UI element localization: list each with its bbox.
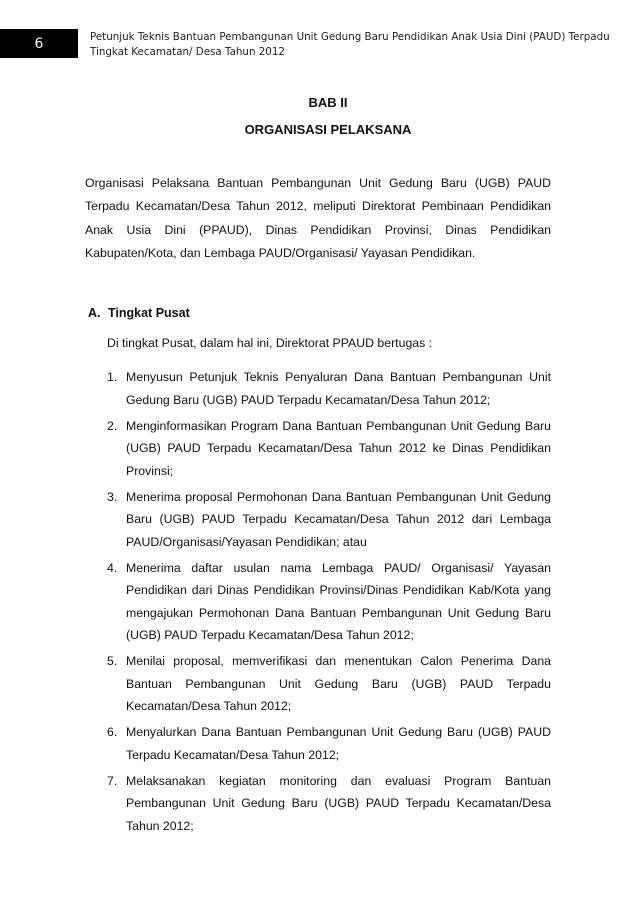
item-text: Menilai proposal, memverifikasi dan menentukan Calon Penerima Dana Bantuan Pembangunan Unit Gedung Baru (UGB) PAUD Terpadu Kecamatan/Desa Tahun 2012; xyxy=(126,654,551,713)
duty-list xyxy=(107,366,551,841)
chapter-title: ORGANISASI PELAKSANA xyxy=(244,122,412,137)
item-text: Menerima proposal Permohonan Dana Bantuan Pembangunan Unit Gedung Baru (UGB) PAUD Terpadu Kecamatan/Desa Tahun 2012 dari Lembaga PAUD/Organisasi/Yayasan Pendidikan; atau xyxy=(126,489,551,549)
page-number: 6 xyxy=(0,29,78,58)
chapter-label: BAB II xyxy=(308,95,348,110)
section-title: Tingkat Pusat xyxy=(108,306,190,320)
running-header-line-2: Tingkat Kecamatan/ Desa Tahun 2012 xyxy=(90,46,285,58)
list-item xyxy=(107,557,551,647)
item-text: Menginformasikan Program Dana Bantuan Pembangunan Unit Gedung Baru (UGB) PAUD Terpadu Kecamatan/Desa Tahun 2012 ke Dinas Pendidikan Provinsi; xyxy=(126,418,551,478)
item-text: Menerima daftar usulan nama Lembaga PAUD/ Organisasi/ Yayasan Pendidikan dari Dinas Pendidikan Provinsi/Dinas Pendidikan Kab/Kota yang mengajukan Permohonan Dana Bantuan Pembangunan Unit Gedung Baru (UGB) PAUD Terpadu Kecamatan/Desa Tahun 2012; xyxy=(126,560,551,642)
list-item xyxy=(107,721,551,766)
running-header-line-1: Petunjuk Teknis Bantuan Pembangunan Unit Gedung Baru Pendidikan Anak Usia Dini (PAUD) Terpadu xyxy=(90,31,610,43)
list-item xyxy=(107,770,551,838)
running-header xyxy=(90,30,610,60)
list-item xyxy=(107,650,551,718)
item-text: Melaksanakan kegiatan monitoring dan evaluasi Program Bantuan Pembangunan Unit Gedung Baru (UGB) PAUD Terpadu Kecamatan/Desa Tahun 2012; xyxy=(126,773,551,833)
item-text: Menyusun Petunjuk Teknis Penyaluran Dana Bantuan Pembangunan Unit Gedung Baru (UGB) PAUD Terpadu Kecamatan/Desa Tahun 2012; xyxy=(126,370,551,407)
section-heading xyxy=(88,306,190,320)
item-number: 1. xyxy=(107,370,118,384)
item-number: 2. xyxy=(107,418,118,433)
list-item xyxy=(107,486,551,554)
intro-paragraph: Organisasi Pelaksana Bantuan Pembangunan Unit Gedung Baru (UGB) PAUD Terpadu Kecamatan/Desa Tahun 2012, meliputi Direktorat Pembinaan Pendidikan Anak Usia Dini (PPAUD), Dinas Pendidikan Provinsi, Dinas Pendidikan Kabupaten/Kota, dan Lembaga PAUD/Organisasi/ Yayasan Pendidikan. xyxy=(85,176,551,260)
section-lead: Di tingkat Pusat, dalam hal ini, Direktorat PPAUD bertugas : xyxy=(107,336,433,350)
item-text: Menyalurkan Dana Bantuan Pembangunan Unit Gedung Baru (UGB) PAUD Terpadu Kecamatan/Desa Tahun 2012; xyxy=(126,725,551,762)
item-number: 4. xyxy=(107,560,118,575)
item-number: 7. xyxy=(107,773,118,788)
section-letter: A. xyxy=(88,306,101,320)
item-number: 3. xyxy=(107,489,118,504)
item-number: 5. xyxy=(107,654,118,668)
list-item xyxy=(107,415,551,483)
list-item xyxy=(107,366,551,411)
item-number: 6. xyxy=(107,725,118,739)
